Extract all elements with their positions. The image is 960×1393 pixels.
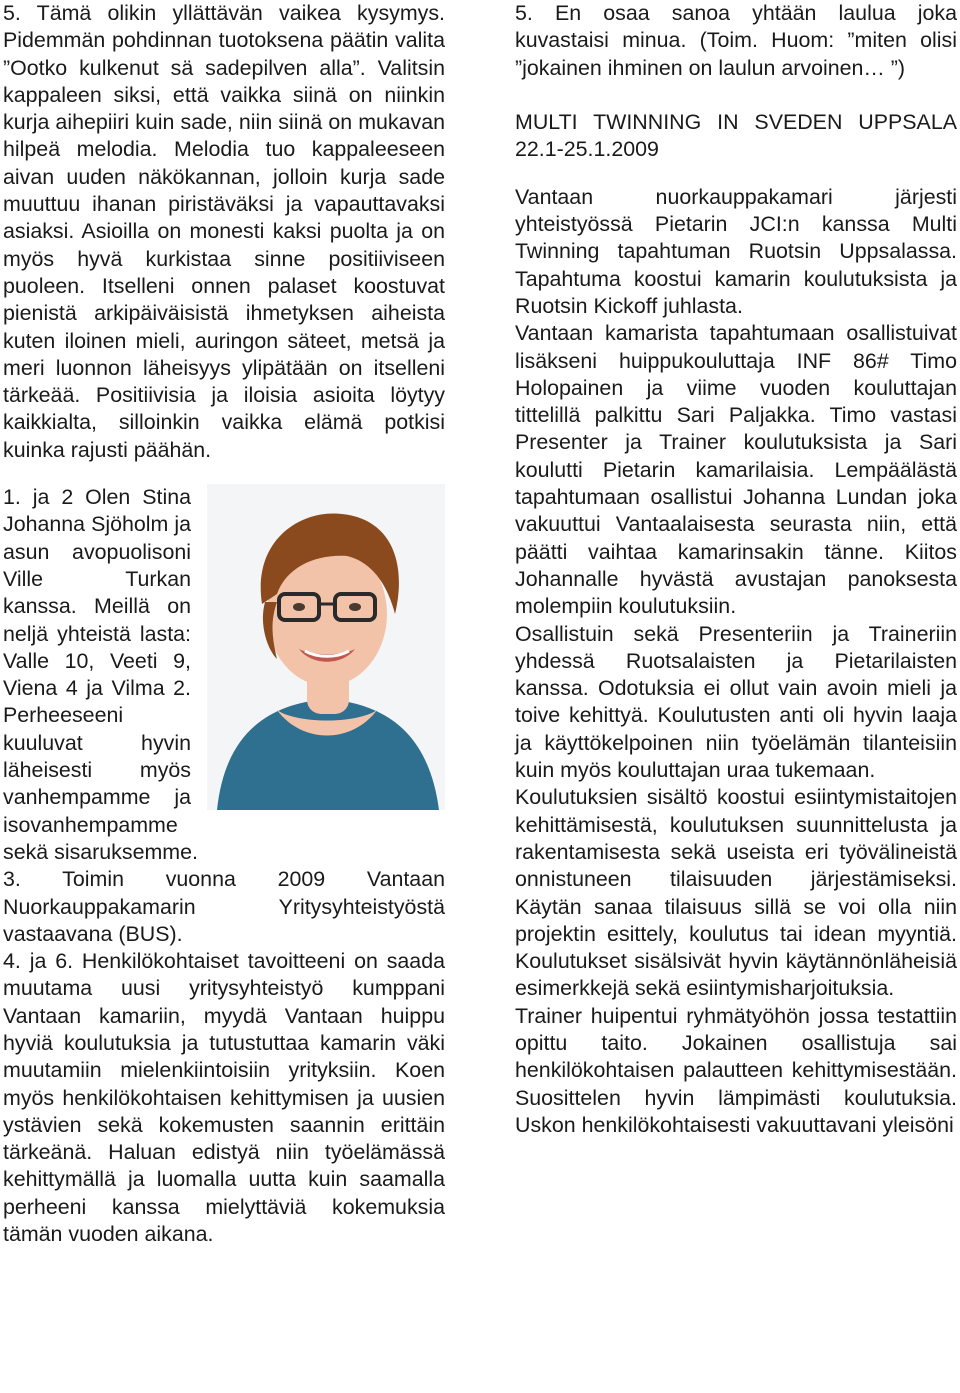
article-paragraph: Vantaan kamarista tapahtumaan osallistuivat lisäkseni huippukouluttaja INF 86# Timo Holopainen ja viime vuoden kouluttajan tittelillä palkittu Sari Paljakka. Timo vastasi Presenter ja Trainer koulutuksista ja Sari koulutti Pietarin kamarilaisia. Lempäälästä tapahtumaan osallistui Johanna Lundan joka vakuuttui Vantaalaisesta seurasta niin, että päätti vaihtaa kamarinsakin tänne. Kiitos Johannalle hyvästä avustajan panoksesta molempiin koulutuksiin.	[515, 321, 957, 619]
article-paragraph: Koulutuksien sisältö koostui esiintymistaitojen kehittämisestä, koulutuksen suunnittelusta ja rakentamisesta sekä useista eri työvälineistä onnistuneen tilaisuuden järjestämiseksi. Käytän sanaa tilaisuus sillä se voi olla niin projektin esittely, koulutus tai idean myyntiä. Koulutukset sisälsivät hyvin käytännönläheisiä esimerkkejä sekä esiintymisharjoituksia.	[515, 785, 957, 1001]
spacer	[515, 164, 957, 184]
article-paragraph: Trainer huipentui ryhmätyöhön jossa testattiin opittu taito. Jokainen osallistuja sai henkilökohtaisen palautteen kehittymisestään. Suosittelen hyvin lämpimästi koulutuksia. Uskon henkilökohtaisesti vakuuttavani yleisöni	[515, 1003, 957, 1137]
right-column	[515, 0, 957, 1139]
spacer	[515, 82, 957, 109]
article-paragraph: Vantaan nuorkauppakamari järjesti yhteistyössä Pietarin JCI:n kanssa Multi Twinning tapahtuman Ruotsin Uppsalassa. Tapahtuma koostui kamarin koulutuksista ja Ruotsin Kickoff juhlasta.	[515, 184, 957, 318]
portrait-illustration	[207, 484, 445, 810]
answer-5-paragraph: 5. Tämä olikin yllättävän vaikea kysymys. Pidemmän pohdinnan tuotoksena päätin valita ”Ootko kulkenut sä sadepilven alla”. Valitsin kappaleen siksi, että vaikka siinä on niinkin kurja aihepiiri kuin sade, niin siinä on mukavan hilpeä melodia. Melodia tuo kappaleeseen aivan uuden näkökannan, jolloin kurja sade muuttuu ihanan piristäväksi ja vapauttavaksi asiaksi. Asioilla on monesti kaksi puolta ja on myös hyvä kurkistaa sinne positiiviseen puoleen. Itselleni onnen palaset koostuvat pienistä arkipäiväisistä ihmetyksen aiheista kuten iloinen mieli, auringon säteet, metsä ja meri luonnon läheisyys ylipätään on itselleni tärkeää. Positiivisia ja iloisia asioita löytyy kaikkialta, silloinkin vaikka elämä potkisi kuinka rajusti päähän.	[3, 1, 445, 462]
spacer	[3, 464, 445, 484]
section-heading: MULTI TWINNING IN SVEDEN UPPSALA 22.1-25.1.2009	[515, 110, 957, 162]
answer-1-2-paragraph: 1. ja 2 Olen Stina Johanna Sjöholm ja asun avopuolisoni Ville Turkan kanssa. Meillä on neljä yhteistä lasta: Valle 10, Veeti 9, Viena 4 ja Vilma 2. Perheeseeni kuuluvat hyvin läheisesti myös vanhempamme ja isovanhempamme sekä sisaruksemme.	[3, 485, 198, 864]
article-paragraph: Osallistuin sekä Presenteriin ja Traineriin yhdessä Ruotsalaisten ja Pietarilaisten kanssa. Odotuksia ei ollut vain avoin mieli ja toive kehittyä. Koulutusten anti oli hyvin laaja ja käyttökelpoinen niin työelämän tilanteisiin kuin myös kouluttajan uraa tukemaan.	[515, 621, 957, 783]
left-column	[3, 0, 445, 1248]
answer-3-paragraph: 3. Toimin vuonna 2009 Vantaan Nuorkauppakamarin Yritysyhteistyöstä vastaavana (BUS).	[3, 867, 445, 946]
answer-5-paragraph: 5. En osaa sanoa yhtään laulua joka kuvastaisi minua. (Toim. Huom: ”miten olisi ”jokainen ihminen on laulun arvoinen… ”)	[515, 1, 957, 80]
portrait-photo	[207, 484, 445, 810]
answer-4-6-paragraph: 4. ja 6. Henkilökohtaiset tavoitteeni on saada muutama uusi yritysyhteistyö kumppani Vantaan kamariin, myydä Vantaan huippu hyviä koulutuksia ja tutustuttaa kamarin väki muutamiin mielenkiintoisiin yrityksiin. Koen myös henkilökohtaisen kehittymisen ja uusien ystävien sekä kokemusten saannin erittäin tärkeänä. Haluan edistyä niin työelämässä kehittymällä ja luomalla uutta kuin saamalla perheeni kanssa mielyttäviä kokemuksia tämän vuoden aikana.	[3, 949, 445, 1247]
